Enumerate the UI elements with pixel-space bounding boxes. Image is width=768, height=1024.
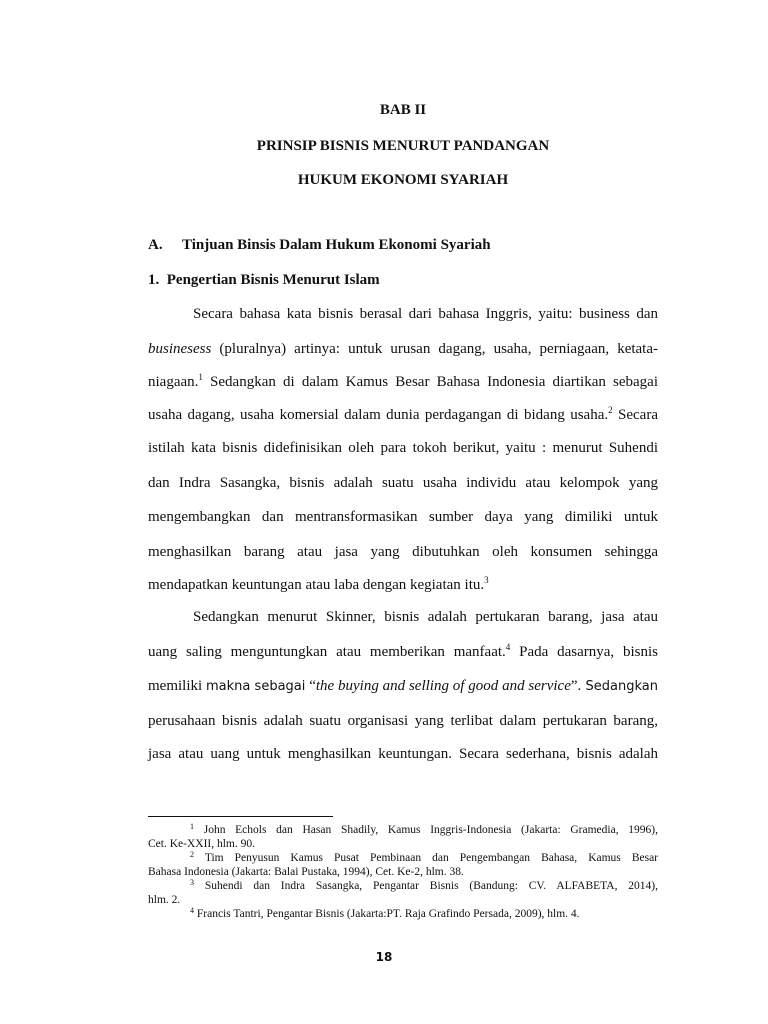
line-text: usaha dagang, usaha komersial dalam dunia perdagangan di bidang usaha. xyxy=(148,407,609,423)
footnote-text: Tim Penyusun Kamus Pusat Pembinaan dan Pengembangan Bahasa, Kamus Besar xyxy=(204,852,659,864)
paragraph-2-line-4: perusahaan bisnis adalah suatu organisasi yang terlibat dalam pertukaran barang, xyxy=(148,713,658,729)
footnote-number: 3 xyxy=(190,878,194,887)
footnote-number: 4 xyxy=(190,906,194,915)
page-number: 18 xyxy=(375,950,393,964)
footnote-3-line-1 xyxy=(190,880,658,893)
paragraph-1-line-2 xyxy=(148,340,658,358)
section-a-text: Tinjuan Binsis Dalam Hukum Ekonomi Syariah xyxy=(182,237,491,253)
subsection-1-heading xyxy=(148,272,380,289)
line-text: mendapatkan keuntungan atau laba dengan kegiatan itu. xyxy=(148,577,485,593)
footnote-4-line-1 xyxy=(190,908,658,921)
footnote-number: 1 xyxy=(190,822,194,831)
line-text: Pada dasarnya, bisnis xyxy=(510,644,658,660)
footnote-1-line-1 xyxy=(190,824,658,837)
footnote-ref-4: 4 xyxy=(505,642,511,652)
footnote-separator xyxy=(148,816,333,817)
paragraph-1-line-8: menghasilkan barang atau jasa yang dibutuhkan oleh konsumen sehingga xyxy=(148,544,658,560)
paragraph-1-line-4 xyxy=(148,406,658,424)
italic-term: businesess xyxy=(148,341,212,357)
italic-quote: the buying and selling of good and service xyxy=(315,678,571,694)
paragraph-1-line-5: istilah kata bisnis didefinisikan oleh para tokoh berikut, yaitu : menurut Suhendi xyxy=(148,440,658,456)
close-quote: ”. xyxy=(570,678,582,694)
footnote-ref-1: 1 xyxy=(198,372,203,382)
paragraph-2-line-1: Sedangkan menurut Skinner, bisnis adalah pertukaran barang, jasa atau xyxy=(193,609,658,625)
chapter-title-line-1: PRINSIP BISNIS MENURUT PANDANGAN xyxy=(256,138,550,154)
footnote-ref-2: 2 xyxy=(608,405,613,415)
footnote-text: Francis Tantri, Pengantar Bisnis (Jakarta:PT. Raja Grafindo Persada, 2009), hlm. 4. xyxy=(196,908,580,920)
line-text: niagaan. xyxy=(148,374,199,390)
line-text: Secara xyxy=(612,407,658,423)
line-text: memiliki xyxy=(148,678,206,694)
chapter-title-line-2: HUKUM EKONOMI SYARIAH xyxy=(297,172,509,188)
section-a-number: A. xyxy=(148,237,163,253)
subsection-1-text: Pengertian Bisnis Menurut Islam xyxy=(166,272,380,288)
line-text-sans: makna sebagai xyxy=(205,679,306,694)
chapter-label: BAB II xyxy=(379,102,427,118)
paragraph-2-line-3 xyxy=(148,677,658,696)
paragraph-1-line-6: dan Indra Sasangka, bisnis adalah suatu usaha individu atau kelompok yang xyxy=(148,475,658,491)
footnote-2-line-2: Bahasa Indonesia (Jakarta: Balai Pustaka, 1994), Cet. Ke-2, hlm. 38. xyxy=(148,866,464,878)
line-text: Sedangkan di dalam Kamus Besar Bahasa Indonesia diartikan sebagai xyxy=(202,374,658,390)
line-text-sans: Sedangkan xyxy=(581,679,658,694)
paragraph-2-line-5: jasa atau uang untuk menghasilkan keuntungan. Secara sederhana, bisnis adalah xyxy=(148,746,658,762)
footnote-number: 2 xyxy=(190,850,194,859)
paragraph-1-line-3 xyxy=(148,373,658,391)
footnote-text: John Echols dan Hasan Shadily, Kamus Inggris-Indonesia (Jakarta: Gramedia, 1996), xyxy=(203,824,658,836)
paragraph-1-line-9 xyxy=(148,576,658,594)
section-a-heading xyxy=(148,237,491,254)
line-text: (pluralnya) artinya: untuk urusan dagang, usaha, perniagaan, ketata- xyxy=(211,341,658,357)
footnote-text: Suhendi dan Indra Sasangka, Pengantar Bisnis (Bandung: CV. ALFABETA, 2014), xyxy=(204,880,658,892)
paragraph-1-line-7: mengembangkan dan mentransformasikan sumber daya yang dimiliki untuk xyxy=(148,509,658,525)
footnote-3-line-2: hlm. 2. xyxy=(148,894,181,906)
subsection-1-number: 1. xyxy=(148,272,160,288)
paragraph-1-line-1: Secara bahasa kata bisnis berasal dari bahasa Inggris, yaitu: business dan xyxy=(193,306,658,322)
paragraph-2-line-2 xyxy=(148,643,658,661)
footnote-2-line-1 xyxy=(190,852,658,865)
footnote-1-line-2: Cet. Ke-XXII, hlm. 90. xyxy=(148,838,255,850)
open-quote: “ xyxy=(305,678,316,694)
line-text: uang saling menguntungkan atau memberikan manfaat. xyxy=(148,644,506,660)
footnote-ref-3: 3 xyxy=(484,575,489,585)
